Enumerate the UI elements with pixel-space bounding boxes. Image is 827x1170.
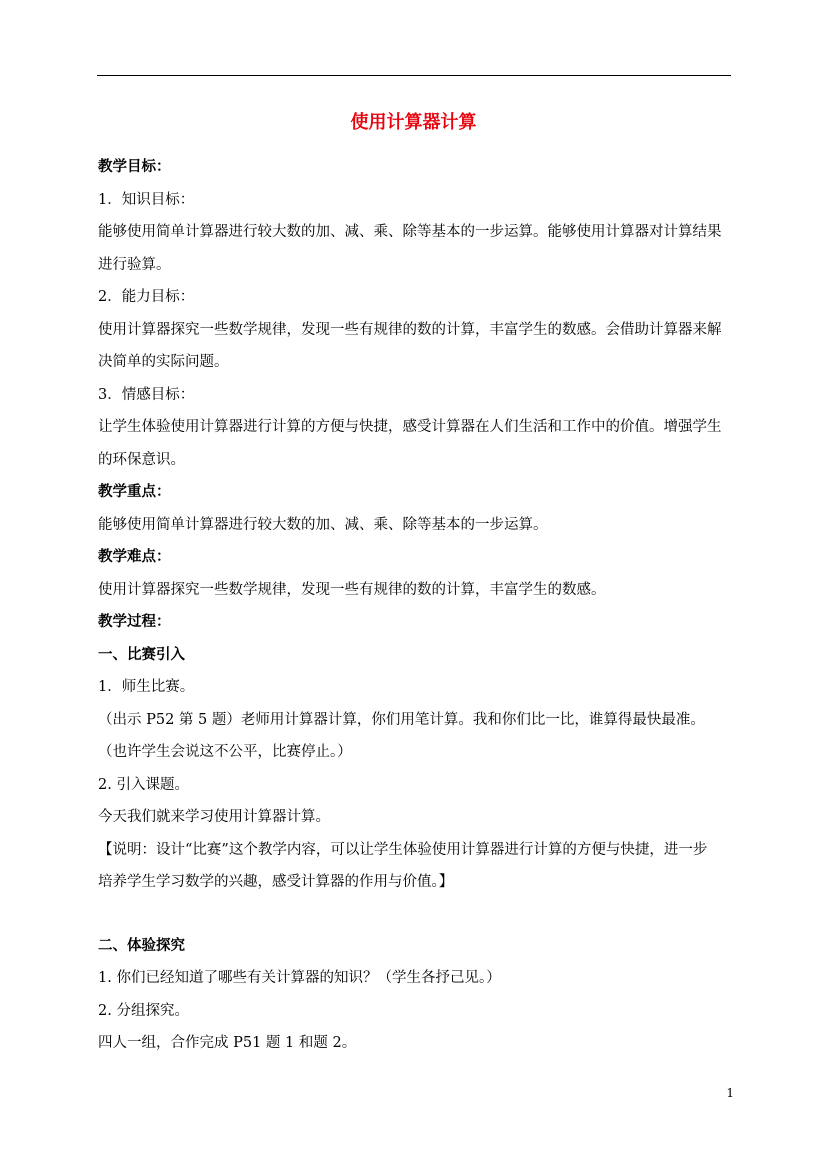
- paragraph: 2．能力目标：: [98, 289, 195, 305]
- paragraph: 决简单的实际问题。: [98, 354, 229, 370]
- paragraph: 使用计算器探究一些数学规律，发现一些有规律的数的计算，丰富学生的数感。: [98, 581, 606, 598]
- paragraph: 2. 分组探究。: [98, 1002, 189, 1019]
- header-rule: [97, 75, 731, 76]
- document-body: [98, 151, 730, 1060]
- note-paragraph: 培养学生学习数学的兴趣，感受计算器的作用与价值。】: [98, 874, 454, 890]
- paragraph: 3．情感目标：: [98, 386, 195, 403]
- paragraph: （出示 P52 第 5 题）老师用计算器计算，你们用笔计算。我和你们比一比，谁算得最快最准。: [98, 711, 705, 728]
- paragraph: 1．知识目标：: [98, 191, 195, 208]
- heading-difficulties: 教学难点：: [98, 548, 171, 565]
- paragraph: 能够使用简单计算器进行较大数的加、减、乘、除等基本的一步运算。: [98, 516, 548, 533]
- paragraph: 2. 引入课题。: [98, 776, 189, 793]
- paragraph: 进行验算。: [98, 256, 171, 273]
- heading-key-points: 教学重点：: [98, 483, 171, 500]
- page-number: 1: [726, 1086, 734, 1100]
- heading-section-1: 一、比赛引入: [98, 645, 185, 663]
- document-title: 使用计算器计算: [350, 112, 477, 133]
- paragraph: 能够使用简单计算器进行较大数的加、减、乘、除等基本的一步运算。能够使用计算器对计算结果: [98, 224, 722, 240]
- note-paragraph: 【说明：设计“比赛”这个教学内容，可以让学生体验使用计算器进行计算的方便与快捷，进一步: [98, 841, 708, 858]
- paragraph: （也许学生会说这不公平，比赛停止。）: [98, 744, 352, 760]
- paragraph: 四人一组，合作完成 P51 题 1 和题 2。: [98, 1035, 357, 1051]
- heading-teaching-goals: 教学目标：: [98, 158, 171, 175]
- heading-process: 教学过程：: [98, 613, 171, 630]
- heading-section-2: 二、体验探究: [98, 936, 185, 954]
- paragraph: 的环保意识。: [98, 451, 185, 468]
- paragraph: 使用计算器探究一些数学规律，发现一些有规律的数的计算，丰富学生的数感。会借助计算器来解: [98, 321, 722, 338]
- paragraph: 让学生体验使用计算器进行计算的方便与快捷，感受计算器在人们生活和工作中的价值。增强学生: [98, 419, 722, 435]
- paragraph: 1. 你们已经知道了哪些有关计算器的知识？（学生各抒己见。）: [98, 970, 501, 986]
- paragraph: 今天我们就来学习使用计算器计算。: [98, 809, 330, 825]
- paragraph: 1．师生比赛。: [98, 679, 195, 695]
